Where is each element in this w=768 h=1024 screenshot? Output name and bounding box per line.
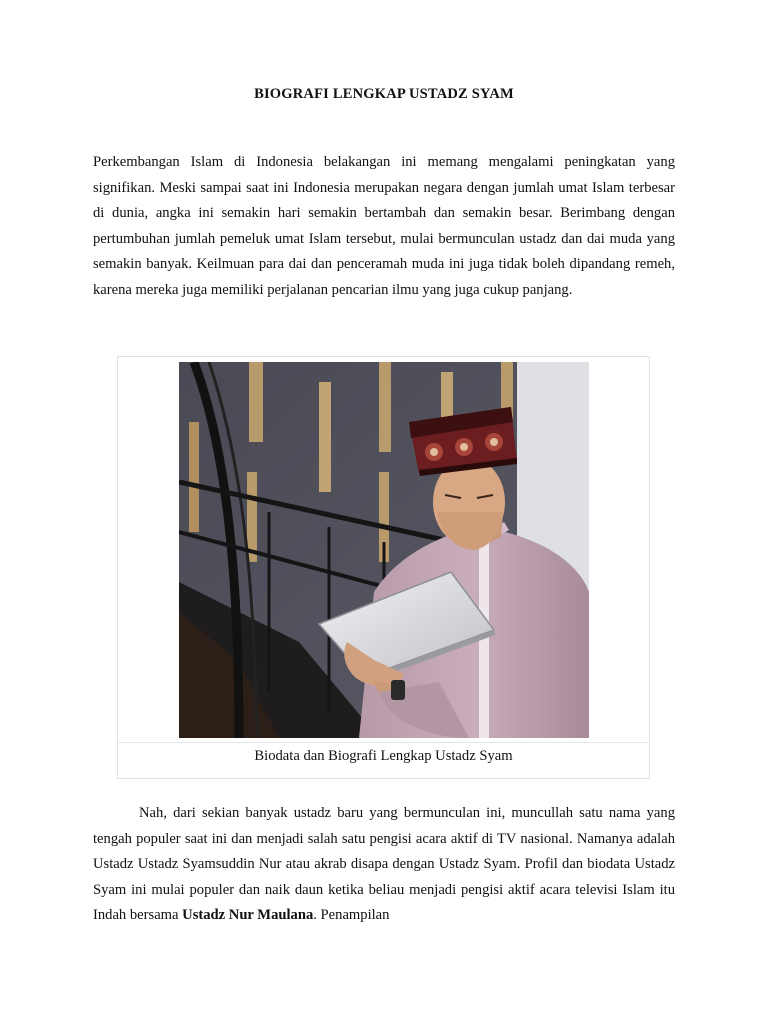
figure-caption-divider [117, 742, 650, 743]
body-paragraph [93, 801, 675, 929]
photo-ustadz-with-tablet [179, 362, 589, 738]
intro-paragraph: Perkembangan Islam di Indonesia belakangan ini memang mengalami peningkatan yang signifikan. Meski sampai saat ini Indonesia merupakan negara dengan jumlah umat Islam terbesar di dunia, angka ini semakin hari semakin bertambah dan semakin besar. Berimbang dengan pertumbuhan jumlah pemeluk umat Islam tersebut, mulai bermunculan ustadz dan dai muda yang semakin banyak. Keilmuan para dai dan penceramah muda ini juga tidak boleh dipandang remeh, karena mereka juga memiliki perjalanan pencarian ilmu yang juga cukup panjang. [93, 154, 675, 298]
figure-caption: Biodata dan Biografi Lengkap Ustadz Syam [254, 748, 513, 764]
page-title: BIOGRAFI LENGKAP USTADZ SYAM [254, 86, 514, 102]
paragraph-text-before: Nah, dari sekian banyak ustadz baru yang bermunculan ini, muncullah satu nama yang tengah populer saat ini dan menjadi salah satu pengisi acara aktif di TV nasional. Namanya adalah Ustadz Ustadz Syamsuddin Nur atau akrab disapa dengan Ustadz Syam. Profil dan biodata Ustadz Syam ini mulai populer dan naik daun ketika beliau menjadi pengisi aktif acara televisi Islam itu Indah bersama [93, 805, 675, 923]
paragraph-text-after: . Penampilan [313, 907, 390, 923]
bold-name-ustadz-nur-maulana: Ustadz Nur Maulana [182, 907, 314, 923]
